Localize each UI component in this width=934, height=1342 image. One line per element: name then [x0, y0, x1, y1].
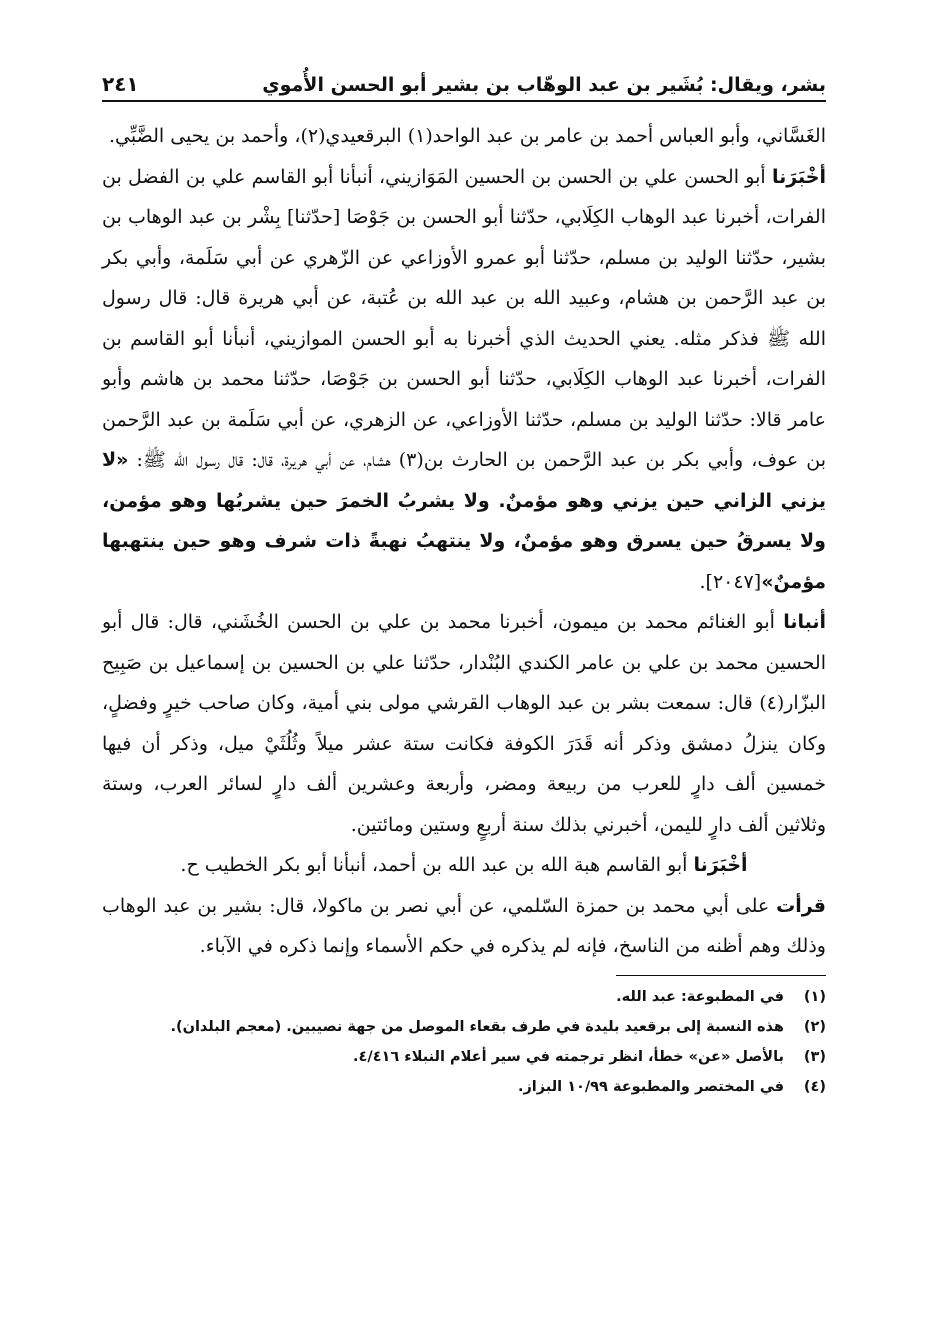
paragraph-1: الغَسَّاني، وأبو العباس أحمد بن عامر بن عبد الواحد(١) البرقعيدي(٢)، وأحمد بن يحيى الضَّبِّي. — [109, 125, 826, 147]
footnote-number: (٢) — [803, 1018, 826, 1035]
paragraph-4 — [102, 845, 826, 886]
footnote-text: بالأصل «عن» خطأ، انظر ترجمته في سير أعلام النبلاء ٤/٤١٦. — [353, 1048, 784, 1065]
footnotes — [102, 982, 826, 1102]
footnote-rule — [616, 975, 826, 976]
page-number: ٢٤١ — [102, 72, 139, 96]
paragraph-text: أبو الغنائم محمد بن ميمون، أخبرنا محمد بن علي بن الحسن الخُشَني، قال: قال أبو الحسين محمد بن علي بن عامر الكندي البُنْدار، حدّثنا علي بن الحسين بن إسماعيل بن صَبِيح البزّار(٤) قال: سمعت بشر بن عبد الوهاب القرشي مولى بني أمية، وكان صاحب خيرٍ وفضلٍ، وكان ينزلُ دمشق وذكر أنه قَدَرَ الكوفة فكانت ستة عشر ميلاً وثُلُثَيْ ميل، وذكر أن فيها خمسين ألف دارٍ للعرب من ربيعة ومضر، وأربعة وعشرين ألف دارٍ لسائر العرب، وستة وثلاثين ألف دارٍ لليمن، أخبرني بذلك سنة أربعٍ وستين ومائتين. — [102, 611, 826, 836]
document-page — [102, 62, 826, 1102]
footnote-item — [102, 1012, 826, 1042]
hadith-reference: [٢٠٤٧]. — [699, 570, 762, 593]
header-rule — [102, 100, 826, 102]
main-text — [102, 116, 826, 967]
header-title: بشر، ويقال: بُشَير بن عبد الوهّاب بن بشير أبو الحسن الأُموي — [262, 74, 826, 96]
footnote-text: في المختصر والمطبوعة ١٠/٩٩ البزاز. — [517, 1078, 784, 1095]
footnote-text: هذه النسبة إلى برقعيد بليدة في طرف بقعاء الموصل من جهة نصيبين. (معجم البلدان). — [170, 1018, 784, 1035]
paragraph-text: أبو القاسم هبة الله بن عبد الله بن أحمد، أنبأنا أبو بكر الخطيب ح. — [180, 854, 694, 876]
paragraph-lead-word: أنبانا — [783, 611, 826, 633]
paragraph-lead-word: أخْبَرَنا — [693, 854, 748, 876]
footnote-text: في المطبوعة: عبد الله. — [616, 988, 784, 1005]
footnote-number: (١) — [803, 988, 826, 1005]
paragraph-lead-word: أخْبَرَنا — [771, 165, 826, 188]
footnote-number: (٤) — [803, 1078, 826, 1095]
footnote-item — [102, 1042, 826, 1072]
footnote-item — [102, 982, 826, 1012]
running-header — [102, 62, 826, 96]
footnote-item — [102, 1072, 826, 1102]
paragraph-text: على أبي محمد بن حمزة السّلمي، عن أبي نصر بن ماكولا، قال: بشير بن عبد الوهاب وذلك وهم أظنه من الناسخ، فإنه لم يذكره في حكم الأسماء وإنما ذكره في الآباء. — [102, 894, 826, 957]
paragraph-3 — [102, 602, 826, 845]
paragraph-2 — [102, 157, 826, 603]
footnote-number: (٣) — [803, 1048, 826, 1065]
paragraph-text: أبو الحسن علي بن الحسن بن الحسين المَوَازيني، أنبأنا أبو القاسم علي بن الفضل بن الفرات، أخبرنا عبد الوهاب الكِلَابي، حدّثنا أبو الحسن بن جَوْصَا [حدّثنا] بِشْر بن عبد الوهاب بن بشير، حدّثنا الوليد بن مسلم، حدّثنا أبو عمرو الأوزاعي عن الزّهري عن أبي سَلَمة، وأبي بكر بن عبد الرَّحمن بن هشام، وعبيد الله بن عبد الله بن عُتبة، عن أبي هريرة قال: قال رسول الله ﷺ فذكر مثله. يعني الحديث الذي أخبرنا به أبو الحسن الموازيني، أنبأنا أبو القاسم بن الفرات، أخبرنا عبد الوهاب الكِلَابي، حدّثنا أبو الحسن بن جَوْصَا، حدّثنا محمد بن هاشم وأبو عامر قالا: حدّثنا الوليد بن مسلم، حدّثنا الأوزاعي، عن الزهري، عن أبي سَلَمة بن عبد الرَّحمن بن عوف، وأبي بكر بن عبد الرَّحمن بن الحارث بن(٣) هشام، عن أبي هريرة، قال: قال رسول الله ﷺ: — [102, 165, 826, 471]
paragraph-lead-word: قرأت — [776, 894, 826, 917]
paragraph-5 — [102, 886, 826, 967]
hadith-quote: «لا يزني الزاني حين يزني وهو مؤمنٌ. ولا يشربُ الخمرَ حين يشربُها وهو مؤمن، ولا يسرقُ حين يسرق وهو مؤمنٌ، ولا ينتهبُ نهبةً ذات شرف وهو حين ينتهبها مؤمنٌ» — [102, 449, 826, 593]
